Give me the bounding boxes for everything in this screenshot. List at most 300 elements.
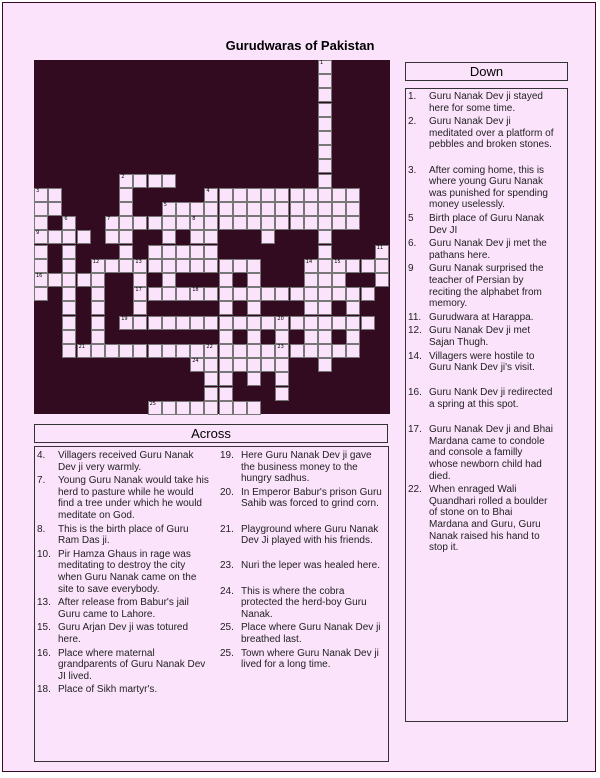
clue-text: After coming home, this is where young Guru Nanak was punished for spending money uselessly. — [429, 164, 548, 211]
grid-cell[interactable] — [148, 259, 162, 273]
clue-number-label: 25. — [220, 622, 234, 634]
grid-cell[interactable] — [176, 401, 190, 415]
clue-item — [220, 450, 385, 485]
grid-cell[interactable] — [304, 330, 318, 344]
grid-cell[interactable] — [290, 316, 304, 330]
grid-cell[interactable] — [261, 287, 275, 301]
grid-cell[interactable] — [261, 216, 275, 230]
grid-cell[interactable] — [318, 301, 332, 315]
grid-cell[interactable] — [247, 372, 261, 386]
grid-cell[interactable] — [219, 216, 233, 230]
puzzle-title: Gurudwaras of Pakistan — [225, 38, 375, 53]
grid-cell[interactable] — [247, 401, 261, 415]
clue-item — [408, 351, 554, 374]
clue-number: 21 — [78, 344, 85, 350]
grid-cell[interactable] — [346, 316, 360, 330]
clue-text: This is where the cobra protected the herd-boy Guru Nanak. — [241, 585, 367, 620]
grid-cell[interactable] — [34, 202, 48, 216]
grid-cell[interactable] — [62, 316, 76, 330]
clue-number-label: 25. — [220, 647, 234, 659]
clue-text: Birth place of Guru Nanak Dev JI — [429, 213, 545, 236]
grid-cell[interactable] — [91, 301, 105, 315]
clue-item — [408, 213, 554, 236]
grid-cell[interactable] — [34, 216, 48, 230]
grid-cell[interactable] — [318, 60, 332, 74]
clue-text: Guru Nanak surprised the teacher of Persian by reciting the alphabet from memory. — [429, 263, 544, 310]
grid-cell[interactable] — [219, 330, 233, 344]
grid-cell[interactable] — [247, 287, 261, 301]
grid-cell[interactable] — [91, 287, 105, 301]
grid-cell[interactable] — [332, 316, 346, 330]
clue-text: After release from Babur's jail Guru came to Lahore. — [58, 597, 189, 620]
clue-number: 20 — [277, 315, 284, 322]
grid-cell[interactable] — [247, 259, 261, 273]
grid-cell[interactable] — [48, 188, 62, 202]
grid-cell[interactable] — [318, 216, 332, 230]
clue-text: Nuri the leper was healed here. — [241, 560, 380, 572]
clue-text: Young Guru Nanak would take his herd to pasture while he would find a tree under which he would meditate on God. — [58, 475, 209, 521]
grid-cell[interactable] — [219, 387, 233, 401]
grid-cell[interactable] — [361, 287, 375, 301]
grid-cell[interactable] — [148, 216, 162, 230]
grid-cell[interactable] — [133, 273, 147, 287]
grid-cell[interactable] — [34, 259, 48, 273]
clue-number: 11 — [376, 244, 384, 251]
grid-cell[interactable] — [190, 230, 204, 244]
grid-cell[interactable] — [346, 330, 360, 344]
grid-cell[interactable] — [119, 216, 133, 230]
grid-cell[interactable] — [261, 358, 275, 372]
grid-cell[interactable] — [275, 387, 289, 401]
grid-cell[interactable] — [332, 287, 346, 301]
grid-cell[interactable] — [290, 216, 304, 230]
clue-number-label: 4. — [37, 450, 46, 461]
grid-cell[interactable] — [290, 287, 304, 301]
grid-cell[interactable] — [133, 216, 147, 230]
grid-cell[interactable] — [133, 174, 147, 188]
grid-cell[interactable] — [275, 188, 289, 202]
grid-cell[interactable] — [119, 230, 133, 244]
grid-cell[interactable] — [219, 401, 233, 415]
grid-cell[interactable] — [247, 202, 261, 216]
grid-cell[interactable] — [346, 188, 360, 202]
grid-cell[interactable] — [346, 287, 360, 301]
clue-text: Villagers received Guru Nanak Dev ji very warmly. — [58, 450, 194, 473]
clue-item — [408, 91, 554, 114]
grid-cell[interactable] — [247, 330, 261, 344]
clue-number: 12 — [92, 258, 100, 265]
grid-cell[interactable] — [219, 316, 233, 330]
grid-cell[interactable] — [361, 316, 375, 330]
grid-cell[interactable] — [176, 202, 190, 216]
grid-cell[interactable] — [275, 358, 289, 372]
grid-cell[interactable] — [318, 259, 332, 273]
clue-item — [37, 622, 209, 645]
grid-cell[interactable] — [133, 287, 147, 301]
clue-item — [37, 648, 209, 683]
clue-text: Guru Nanak Dev ji meditated over a platform of pebbles and broken stones. — [429, 116, 554, 151]
grid-cell[interactable] — [247, 216, 261, 230]
grid-cell[interactable] — [176, 287, 190, 301]
grid-cell[interactable] — [275, 202, 289, 216]
clue-item — [37, 597, 209, 620]
grid-cell[interactable] — [261, 230, 275, 244]
clue-number-label: 19. — [220, 450, 234, 461]
grid-cell[interactable] — [233, 401, 247, 415]
grid-cell[interactable] — [233, 216, 247, 230]
grid-cell[interactable] — [219, 188, 233, 202]
grid-cell[interactable] — [133, 301, 147, 315]
grid-cell[interactable] — [247, 344, 261, 358]
clue-number-label: 9 — [408, 263, 414, 275]
grid-cell[interactable] — [247, 316, 261, 330]
clue-item — [220, 560, 385, 572]
grid-cell[interactable] — [204, 344, 218, 358]
down-clue-panel — [405, 88, 568, 722]
grid-cell[interactable] — [375, 259, 389, 273]
grid-cell[interactable] — [346, 202, 360, 216]
grid-cell[interactable] — [204, 202, 218, 216]
grid-cell[interactable] — [346, 216, 360, 230]
clue-item — [408, 263, 554, 309]
grid-cell[interactable] — [34, 188, 48, 202]
grid-cell[interactable] — [204, 245, 218, 259]
clue-item — [408, 484, 554, 554]
grid-cell[interactable] — [162, 316, 176, 330]
grid-cell[interactable] — [219, 273, 233, 287]
grid-cell[interactable] — [318, 273, 332, 287]
grid-cell[interactable] — [204, 230, 218, 244]
grid-cell[interactable] — [290, 344, 304, 358]
grid-cell[interactable] — [62, 245, 76, 259]
clue-number: 18 — [192, 287, 199, 294]
clue-number-label: 14. — [408, 350, 422, 362]
clue-item — [408, 325, 554, 348]
grid-cell[interactable] — [346, 344, 360, 358]
grid-cell[interactable] — [148, 174, 162, 188]
grid-cell[interactable] — [233, 188, 247, 202]
grid-cell[interactable] — [190, 287, 204, 301]
grid-cell[interactable] — [275, 316, 289, 330]
grid-cell[interactable] — [190, 245, 204, 259]
clue-number-label: 21. — [220, 523, 234, 535]
clue-number-label: 7. — [37, 475, 46, 487]
grid-cell[interactable] — [304, 316, 318, 330]
grid-cell[interactable] — [119, 245, 133, 259]
grid-cell[interactable] — [105, 259, 119, 273]
grid-cell[interactable] — [105, 344, 119, 358]
grid-cell[interactable] — [162, 245, 176, 259]
clue-number-label: 16. — [37, 647, 51, 659]
clue-item — [408, 116, 554, 151]
grid-cell[interactable] — [204, 358, 218, 372]
grid-cell[interactable] — [62, 216, 76, 230]
grid-cell[interactable] — [190, 401, 204, 415]
grid-cell[interactable] — [162, 401, 176, 415]
grid-cell[interactable] — [133, 344, 147, 358]
grid-cell[interactable] — [62, 301, 76, 315]
grid-cell[interactable] — [318, 330, 332, 344]
grid-cell[interactable] — [34, 245, 48, 259]
clue-item — [220, 648, 385, 671]
grid-cell[interactable] — [204, 401, 218, 415]
grid-cell[interactable] — [190, 202, 204, 216]
grid-cell[interactable] — [318, 287, 332, 301]
grid-cell[interactable] — [119, 344, 133, 358]
grid-cell[interactable] — [119, 316, 133, 330]
grid-cell[interactable] — [162, 259, 176, 273]
grid-cell[interactable] — [318, 131, 332, 145]
grid-cell[interactable] — [346, 301, 360, 315]
grid-cell[interactable] — [77, 344, 91, 358]
grid-cell[interactable] — [318, 188, 332, 202]
grid-cell[interactable] — [261, 202, 275, 216]
grid-cell[interactable] — [247, 273, 261, 287]
grid-cell[interactable] — [148, 287, 162, 301]
grid-cell[interactable] — [119, 259, 133, 273]
grid-cell[interactable] — [77, 230, 91, 244]
grid-cell[interactable] — [275, 344, 289, 358]
clue-number-label: 22. — [408, 484, 422, 496]
clue-item — [220, 524, 385, 547]
clue-number: 23 — [277, 344, 284, 350]
clue-number-label: 17. — [408, 424, 422, 436]
clue-number-label: 6. — [408, 238, 417, 250]
grid-cell[interactable] — [233, 259, 247, 273]
clue-number-label: 11. — [408, 311, 422, 323]
grid-cell[interactable] — [62, 344, 76, 358]
grid-cell[interactable] — [190, 259, 204, 273]
grid-cell[interactable] — [304, 259, 318, 273]
grid-cell[interactable] — [62, 273, 76, 287]
grid-cell[interactable] — [48, 202, 62, 216]
grid-cell[interactable] — [162, 202, 176, 216]
grid-cell[interactable] — [290, 202, 304, 216]
grid-cell[interactable] — [219, 344, 233, 358]
grid-cell[interactable] — [148, 245, 162, 259]
clue-number-label: 12. — [408, 325, 422, 337]
clue-number: 19 — [121, 315, 128, 322]
clue-text: Guru Arjan Dev ji was totured here. — [58, 622, 189, 645]
grid-cell[interactable] — [318, 358, 332, 372]
clue-item — [408, 165, 554, 211]
grid-cell[interactable] — [318, 202, 332, 216]
clue-text: Guru Nank Dev ji redirected a spring at this spot. — [429, 387, 553, 410]
clue-number: 4 — [206, 187, 210, 194]
grid-cell[interactable] — [62, 259, 76, 273]
across-clue-panel — [34, 446, 389, 762]
clue-text: Pir Hamza Ghaus in rage was meditating to destroy the city when Guru Nanak came on the site to save everybody. — [58, 548, 197, 595]
grid-cell[interactable] — [304, 188, 318, 202]
grid-cell[interactable] — [204, 188, 218, 202]
grid-cell[interactable] — [261, 344, 275, 358]
grid-cell[interactable] — [190, 216, 204, 230]
grid-cell[interactable] — [304, 344, 318, 358]
grid-cell[interactable] — [219, 301, 233, 315]
grid-cell[interactable] — [119, 188, 133, 202]
grid-cell[interactable] — [34, 273, 48, 287]
grid-cell[interactable] — [375, 245, 389, 259]
clue-text: Villagers were hostile to Guru Nank Dev ji's visit. — [429, 350, 535, 374]
clue-text: Guru Nanak Dev ji stayed here for some time. — [429, 91, 543, 114]
grid-cell[interactable] — [162, 230, 176, 244]
grid-cell[interactable] — [219, 202, 233, 216]
grid-cell[interactable] — [304, 287, 318, 301]
grid-cell[interactable] — [162, 216, 176, 230]
grid-cell[interactable] — [361, 259, 375, 273]
clue-number-label: 16. — [408, 387, 422, 399]
grid-cell[interactable] — [275, 330, 289, 344]
grid-cell[interactable] — [48, 230, 62, 244]
grid-cell[interactable] — [91, 316, 105, 330]
grid-cell[interactable] — [62, 230, 76, 244]
clue-number-label: 5 — [408, 213, 414, 224]
grid-cell[interactable] — [332, 344, 346, 358]
clue-text: Here Guru Nanak Dev ji gave the business money to the hungry sadhus. — [241, 450, 372, 485]
clue-item — [220, 622, 385, 645]
clue-number-label: 1. — [408, 91, 417, 102]
grid-cell[interactable] — [176, 344, 190, 358]
grid-cell[interactable] — [318, 117, 332, 131]
grid-cell[interactable] — [148, 344, 162, 358]
grid-cell[interactable] — [219, 287, 233, 301]
grid-cell[interactable] — [318, 103, 332, 117]
grid-cell[interactable] — [261, 316, 275, 330]
grid-cell[interactable] — [204, 387, 218, 401]
grid-cell[interactable] — [318, 230, 332, 244]
clue-number-label: 2. — [408, 116, 417, 128]
grid-cell[interactable] — [119, 202, 133, 216]
grid-cell[interactable] — [275, 216, 289, 230]
crossword-grid — [34, 60, 390, 414]
grid-cell[interactable] — [162, 287, 176, 301]
grid-cell[interactable] — [190, 344, 204, 358]
grid-cell[interactable] — [176, 259, 190, 273]
grid-cell[interactable] — [275, 287, 289, 301]
grid-cell[interactable] — [62, 287, 76, 301]
grid-cell[interactable] — [318, 344, 332, 358]
grid-cell[interactable] — [190, 358, 204, 372]
grid-cell[interactable] — [62, 330, 76, 344]
grid-cell[interactable] — [318, 88, 332, 102]
clue-text: In Emperor Babur's prison Guru Sahib was forced to grind corn. — [241, 486, 382, 510]
grid-cell[interactable] — [176, 316, 190, 330]
grid-cell[interactable] — [119, 174, 133, 188]
grid-cell[interactable] — [318, 316, 332, 330]
grid-cell[interactable] — [233, 344, 247, 358]
grid-cell[interactable] — [48, 273, 62, 287]
grid-cell[interactable] — [91, 273, 105, 287]
grid-cell[interactable] — [219, 358, 233, 372]
down-heading: Down — [405, 62, 568, 81]
grid-cell[interactable] — [318, 245, 332, 259]
grid-cell[interactable] — [332, 216, 346, 230]
clue-number: 6 — [64, 216, 68, 223]
grid-cell[interactable] — [233, 316, 247, 330]
grid-cell[interactable] — [233, 202, 247, 216]
clue-number-label: 23. — [220, 560, 234, 572]
clue-number: 17 — [135, 287, 142, 294]
grid-cell[interactable] — [91, 259, 105, 273]
grid-cell[interactable] — [34, 287, 48, 301]
grid-cell[interactable] — [133, 259, 147, 273]
grid-cell[interactable] — [162, 174, 176, 188]
grid-cell[interactable] — [332, 202, 346, 216]
grid-cell[interactable] — [105, 216, 119, 230]
clue-number: 15 — [334, 258, 341, 265]
grid-cell[interactable] — [304, 216, 318, 230]
grid-cell[interactable] — [148, 316, 162, 330]
clue-number-label: 13. — [37, 597, 51, 609]
grid-cell[interactable] — [304, 273, 318, 287]
grid-cell[interactable] — [318, 174, 332, 188]
clue-number: 1 — [320, 60, 324, 66]
grid-cell[interactable] — [318, 159, 332, 173]
clue-number: 5 — [163, 202, 167, 208]
grid-cell[interactable] — [176, 245, 190, 259]
clue-number: 14 — [305, 258, 313, 265]
grid-cell[interactable] — [176, 216, 190, 230]
grid-cell[interactable] — [148, 401, 162, 415]
grid-cell[interactable] — [91, 344, 105, 358]
grid-cell[interactable] — [133, 316, 147, 330]
clue-text: Place where maternal grandparents of Guru Nanak Dev JI lived. — [58, 647, 206, 682]
clue-number: 8 — [192, 216, 196, 223]
grid-cell[interactable] — [318, 74, 332, 88]
grid-cell[interactable] — [247, 301, 261, 315]
clue-text: Playground where Guru Nanak Dev Ji played with his friends. — [241, 523, 379, 547]
grid-cell[interactable] — [91, 330, 105, 344]
grid-cell[interactable] — [190, 316, 204, 330]
clue-item — [408, 387, 554, 410]
grid-cell[interactable] — [332, 188, 346, 202]
grid-cell[interactable] — [375, 273, 389, 287]
grid-cell[interactable] — [233, 287, 247, 301]
grid-cell[interactable] — [77, 273, 91, 287]
clue-number: 22 — [206, 344, 213, 350]
grid-cell[interactable] — [204, 316, 218, 330]
grid-cell[interactable] — [204, 372, 218, 386]
grid-cell[interactable] — [219, 372, 233, 386]
clue-item — [37, 524, 209, 547]
grid-cell[interactable] — [304, 202, 318, 216]
clue-item — [37, 450, 209, 473]
grid-cell[interactable] — [290, 188, 304, 202]
clue-number: 9 — [36, 230, 40, 237]
grid-cell[interactable] — [261, 188, 275, 202]
grid-cell[interactable] — [332, 273, 346, 287]
grid-cell[interactable] — [162, 273, 176, 287]
grid-cell[interactable] — [219, 259, 233, 273]
grid-cell[interactable] — [105, 230, 119, 244]
grid-cell[interactable] — [318, 145, 332, 159]
grid-cell[interactable] — [204, 259, 218, 273]
grid-cell[interactable] — [204, 287, 218, 301]
grid-cell[interactable] — [332, 259, 346, 273]
clue-item — [408, 424, 554, 482]
grid-cell[interactable] — [247, 188, 261, 202]
grid-cell[interactable] — [233, 358, 247, 372]
clue-number: 3 — [36, 187, 40, 194]
grid-cell[interactable] — [204, 216, 218, 230]
grid-cell[interactable] — [346, 259, 360, 273]
grid-cell[interactable] — [247, 358, 261, 372]
grid-cell[interactable] — [275, 372, 289, 386]
grid-cell[interactable] — [162, 344, 176, 358]
grid-cell[interactable] — [34, 230, 48, 244]
clue-item — [220, 487, 385, 510]
grid-cell[interactable] — [304, 301, 318, 315]
